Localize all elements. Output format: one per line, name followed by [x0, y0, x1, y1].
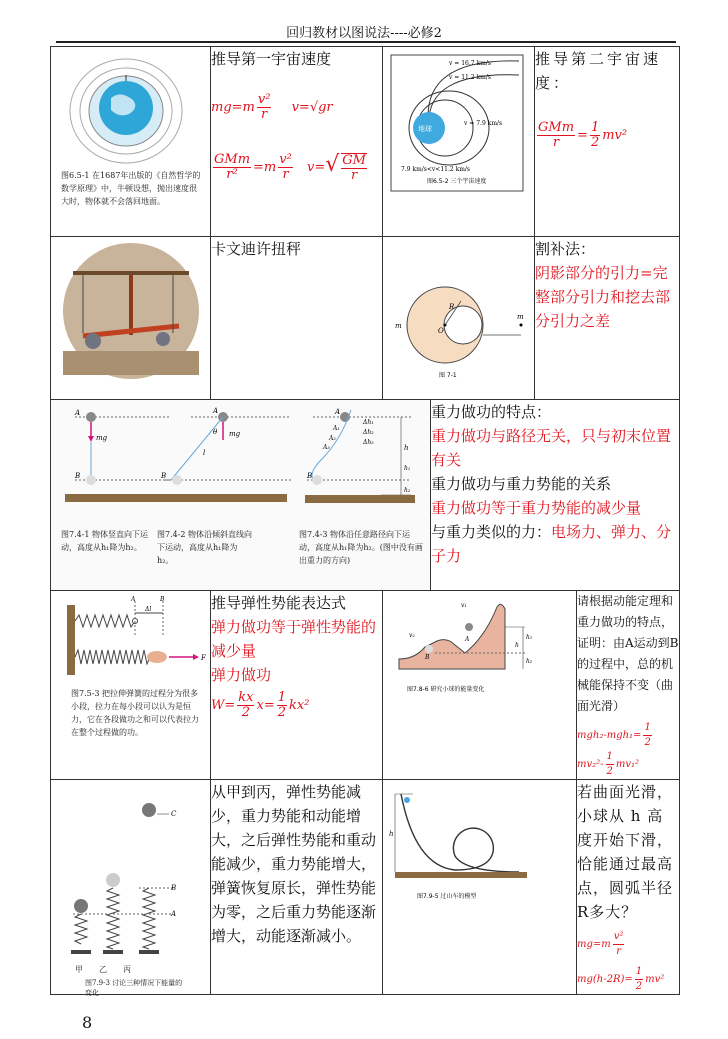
loop-question-cell — [577, 780, 680, 995]
cell-title: 推导第一宇宙速度 — [211, 50, 332, 68]
fig-label: 7.9 km/s<v<11.2 km/s — [401, 166, 471, 173]
eq-num: v² — [613, 930, 625, 945]
eq-num: GM — [342, 152, 366, 168]
eq-part: v= — [306, 160, 326, 175]
fig-label: Δh₁ — [363, 419, 374, 426]
fig-cutout-cell — [383, 237, 535, 400]
text-part: 与重力类似的力： — [431, 523, 552, 541]
eq-num: 1 — [277, 690, 286, 705]
fig-springs-cell — [51, 780, 211, 995]
fig-label: F — [201, 654, 206, 662]
eq-part: mg(h-2R)= — [577, 974, 633, 985]
first-cosmic-velocity-cell — [211, 47, 383, 237]
content-table — [50, 46, 680, 995]
fig-newton-cell — [51, 47, 211, 237]
figure-caption: 图7.5-3 把拉伸弹簧的过程分为很多小段，拉力在每小段可以认为是恒力，它在各段做功之和可以代表拉力在整个过程做的功。 — [71, 689, 199, 737]
cell-text: 阴影部分的引力=完整部分引力和挖去部分引力之差 — [535, 264, 671, 330]
spring-energy-text-cell — [211, 780, 383, 995]
eq-num: GMm — [214, 152, 251, 167]
eq-den: 2 — [635, 981, 643, 992]
eq-part: v=√gr — [291, 100, 333, 115]
cell-text: 重力做功的特点： — [431, 403, 552, 421]
cell-text: 弹力做功 — [211, 666, 272, 684]
fig-label: A₁ — [333, 425, 340, 432]
fig-label: h₁ — [526, 634, 533, 641]
table-row — [51, 47, 680, 237]
fig-label: A — [465, 636, 470, 643]
figure-caption: 图7.4-1 物体竖直向下运动，高度从h₁降为h₂。 — [61, 530, 149, 552]
cell-title: 卡文迪许扭秤 — [211, 240, 302, 258]
fig-label: mg — [229, 430, 241, 438]
fig-label: Δh₂ — [363, 429, 374, 436]
eq-part: mv₁² — [615, 759, 640, 770]
fig-cosmic-cell — [383, 47, 535, 237]
fig-label: A₂ — [329, 435, 336, 442]
spring-stretch-figure — [53, 595, 209, 685]
fig-label: A — [213, 407, 219, 415]
figure-caption: 图7.9-5 过山车的模型 — [417, 893, 477, 900]
eq-den: 2 — [644, 737, 651, 748]
fig-label: h₂ — [526, 658, 533, 665]
fig-label: B — [75, 472, 81, 480]
fig-label: m — [517, 313, 524, 321]
eq-den: r — [350, 167, 358, 183]
eq-part: mv² — [602, 128, 628, 143]
fig-label: 丙 — [123, 965, 131, 974]
eq-num: 1 — [643, 721, 651, 736]
fig-label: h — [404, 444, 409, 452]
eq-part: mg=m — [577, 939, 611, 950]
eq-num: kx — [238, 690, 254, 705]
fig-track-cell — [383, 591, 577, 780]
eq-part: kx² — [289, 698, 310, 713]
text-part: 电场力、弹力、分子力 — [431, 523, 672, 565]
fig-label: h₂ — [404, 487, 411, 494]
table-row — [51, 400, 680, 591]
second-cosmic-velocity-cell — [535, 47, 680, 237]
eq-den: 2 — [590, 135, 600, 150]
page-header-title: 回归教材以图说法----必修2 — [286, 26, 442, 41]
cosmic-velocity-figure — [389, 53, 529, 193]
eq-part: mv² — [645, 974, 665, 985]
eq-den: r — [282, 167, 289, 182]
fig-label: v₂ — [409, 632, 415, 639]
cell-text — [431, 520, 679, 568]
fig-label: A₃ — [323, 444, 330, 451]
gravity-work-text-cell — [431, 400, 680, 591]
equation-loop-top — [577, 930, 679, 959]
cell-text: 重力做功等于重力势能的减少量 — [431, 499, 642, 517]
cell-text: 请根据动能定理和重力做功的特点，证明：由A运动到B的过程中，总的机械能保持不变（曲面光滑） — [577, 594, 679, 713]
fig-label: R — [449, 303, 455, 311]
cell-text: 从甲到丙，弹性势能减少，重力势能和动能增大，之后弹性势能和重动能减少，重力势能增大，弹簧恢复原长，弹性势能为零，之后重力势能逐渐增大，动能逐渐减小。 — [211, 783, 377, 945]
eq-part: x= — [256, 698, 275, 713]
cell-text: 弹力做功等于弹性势能的减少量 — [211, 618, 377, 660]
equation-mg — [211, 93, 382, 122]
eq-num: 1 — [590, 120, 600, 135]
fig-label: h₁ — [404, 465, 411, 472]
fig-label: l — [203, 449, 206, 457]
fig-label: h — [389, 830, 394, 838]
mechanical-energy-cell — [577, 591, 680, 780]
cutout-method-cell — [535, 237, 680, 400]
fig-label: B — [160, 596, 165, 603]
eq-num: v² — [257, 92, 271, 107]
cell-text: 若曲面光滑，小球从 h 高度开始下滑，恰能通过最高点，圆弧半径R多大？ — [577, 783, 674, 921]
equation-energy — [577, 721, 679, 779]
fig-label: A — [131, 596, 136, 603]
cell-title: 推导弹性势能表达式 — [211, 594, 347, 612]
eq-part: =m — [253, 160, 277, 175]
eq-den: 2 — [241, 705, 251, 720]
cell-text: 重力做功与路径无关，只与初末位置有关 — [431, 427, 672, 469]
eq-den: r — [616, 946, 621, 957]
eq-num: 1 — [635, 965, 643, 980]
fig-label: 乙 — [99, 965, 107, 974]
fig-label: B — [171, 884, 177, 892]
eq-part: W= — [211, 698, 236, 713]
fig-gravity-work-cell — [51, 400, 431, 591]
figure-caption: 图7.9-3 讨论三种情况下能量的变化 — [85, 979, 183, 997]
fig-label: C — [171, 810, 177, 818]
newton-orbit-figure — [51, 53, 209, 173]
cavendish-cell — [211, 237, 383, 400]
table-row — [51, 237, 680, 400]
eq-den: r — [261, 107, 268, 122]
fig-torsion-cell — [51, 237, 211, 400]
roller-coaster-figure — [385, 786, 535, 906]
eq-part: mg=m — [211, 100, 255, 115]
fig-label: v = 16.7 km/s — [449, 60, 491, 67]
fig-label: A — [171, 910, 177, 918]
cell-title: 割补法： — [535, 240, 596, 258]
eq-den: r — [552, 135, 560, 150]
elastic-energy-cell — [211, 591, 383, 780]
eq-den: r² — [226, 167, 238, 182]
figure-labels-row — [75, 963, 155, 976]
fig-label: Δl — [145, 606, 152, 613]
earth-label: 地球 — [418, 125, 432, 133]
fig-spring-cell — [51, 591, 211, 780]
fig-label: O — [438, 327, 444, 335]
fig-label: A — [75, 409, 81, 417]
equation-escape — [535, 121, 679, 150]
fig-label: v = 11.2 km/s — [449, 74, 491, 81]
fig-label: h — [515, 642, 519, 649]
fig-label: v = 7.9 km/s — [464, 120, 503, 127]
fig-label: A — [335, 408, 341, 416]
eq-den: 2 — [277, 705, 286, 720]
fig-label: v₁ — [461, 602, 467, 609]
fig-label: B — [307, 472, 313, 480]
figure-caption: 图6.5-2 三个宇宙速度 — [427, 178, 487, 185]
fig-label: Δh₃ — [363, 439, 374, 446]
table-row — [51, 591, 680, 780]
fig-loop-cell — [383, 780, 577, 995]
equation-gravity: $\frac{\text{GMm}}{\text{r²}}$ =m $\frac{\text{v²}}{r}$ v=√ $\frac{GM}{r}$ — [214, 152, 366, 183]
eq-part: mv₂²- — [577, 759, 604, 770]
cell-text: 重力做功与重力势能的关系 — [431, 475, 612, 493]
page-number: 8 — [82, 1013, 93, 1032]
fig-label: 甲 — [75, 965, 83, 974]
eq-part: = — [577, 128, 588, 143]
equation-loop-energy — [577, 965, 679, 994]
fig-label: m — [395, 322, 402, 330]
eq-part: mgh₂-mgh₁= — [577, 730, 642, 741]
eq-num: v² — [279, 152, 292, 167]
three-springs-figure — [53, 784, 209, 964]
eq-den: 2 — [606, 766, 613, 777]
figure-caption: 图7.4-3 物体沿任意路径向下运动，高度从h₁降为h₂。(图中没有画出重力的方向) — [299, 530, 423, 565]
fig-label: B — [161, 472, 167, 480]
figure-caption: 图 7-1 — [439, 372, 457, 379]
eq-num: GMm — [538, 120, 575, 135]
table-row — [51, 780, 680, 995]
fig-label: mg — [96, 434, 108, 442]
track-energy-figure — [385, 597, 535, 707]
fig-label: θ — [213, 428, 218, 436]
figure-caption: 图7.4-2 物体沿倾斜直线向下运动，高度从h₁降为h₂。 — [157, 530, 253, 565]
header-rule — [56, 41, 676, 43]
equation-elastic — [211, 691, 382, 720]
fig-label: B — [425, 654, 430, 661]
figure-caption: 图7.8-6 研究小球的能量变化 — [407, 686, 485, 693]
cutout-sphere-figure — [383, 273, 533, 383]
cell-title: 推导第二宇宙速度： — [535, 50, 662, 92]
figure-caption: 图6.5-1 在1687年出版的《自然哲学的数学原理》中，牛顿设想，抛出速度很大时，物体就不会落回地面。 — [61, 171, 201, 206]
eq-num: 1 — [606, 750, 614, 765]
torsion-balance-photo — [53, 241, 209, 381]
